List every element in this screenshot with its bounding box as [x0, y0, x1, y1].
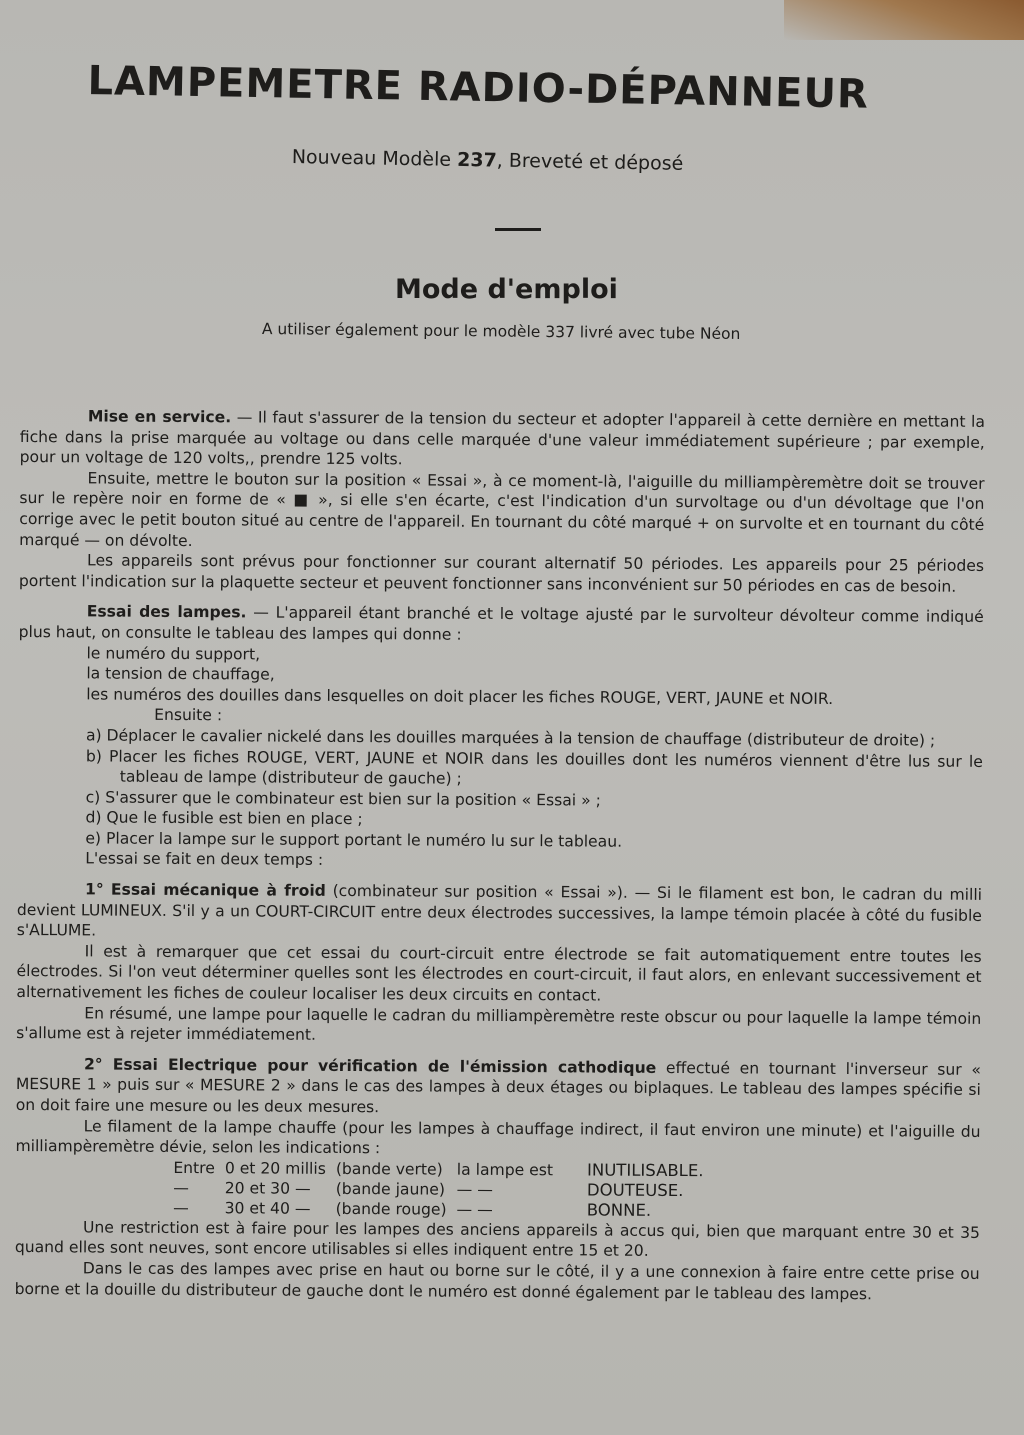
emission-results-table [173, 1158, 714, 1221]
paragraph: En résumé, une lampe pour laquelle le cadran du milliampèremètre reste obscur ou pour laquelle la lampe témoin s'allume est à rejeter immédiatement. [16, 1004, 982, 1045]
table-cell: — [173, 1178, 189, 1197]
essai-lampes-heading: Essai des lampes. [86, 602, 247, 622]
paragraph: Il est à remarquer que cet essai du court-circuit entre électrode se fait automatiquement entre toutes les électrodes. Si l'on veut déterminer quelles sont les électrodes en court-circuit, il faut alors, en enlevant successivement et alternativement les fiches de couleur localiser les deux circuits en contact. [16, 942, 982, 1005]
table-cell: — — [456, 1180, 493, 1199]
section-subtitle: A utiliser également pour le modèle 337 livré avec tube Néon [261, 320, 741, 344]
list-item: la tension de chauffage, [86, 664, 275, 684]
essai-mecanique-text: (combinateur sur position « Essai »). — Si le filament est bon, le cadran du milli devient LUMINEUX. S'il y a un COURT-CIRCUIT entre deux électrodes successives, la lampe témoin placée à côté du fusible s'ALLUME. [16, 881, 983, 940]
essai-mecanique-heading: 1° Essai mécanique à froid [84, 880, 326, 900]
table-cell: 20 et 30 — [224, 1179, 311, 1198]
procedure-steps-list [17, 725, 983, 854]
table-cell: (bande rouge) [335, 1199, 447, 1219]
paragraph: L'essai se fait en deux temps : [85, 849, 324, 870]
table-cell-result: DOUTEUSE. [586, 1180, 684, 1200]
essai-electrique-heading: 2° Essai Electrique pour vérification de l'émission cathodique [83, 1055, 657, 1077]
mise-en-service-heading: Mise en service. [87, 407, 232, 427]
table-cell-result: BONNE. [586, 1200, 652, 1220]
list-item: les numéros des douilles dans lesquelles on doit placer les fiches ROUGE, VERT, JAUNE et NOIR. [86, 685, 834, 708]
table-cell: (bande jaune) [335, 1179, 445, 1199]
subtitle-pre: Nouveau Modèle [291, 146, 458, 171]
list-item: le numéro du support, [86, 643, 261, 664]
step-item: d) Que le fusible est bien en place ; [85, 808, 363, 829]
paragraph: Ensuite, mettre le bouton sur la position « Essai », à ce moment-là, l'aiguille du milliampèremètre doit se trouver sur le repère noir en forme de « ■ », si elle s'en écarte, c'est l'indication d'un survoltage ou d'un dévoltage que l'on corrige avec le petit bouton situé au centre de l'appareil. En tournant du côté marqué + on survolte et en tournant du côté marqué — on dévolte. [19, 469, 985, 550]
table-cell: la lampe est [456, 1160, 554, 1180]
table-cell: 0 et 20 millis [224, 1159, 326, 1178]
table-cell: 30 et 40 — [224, 1199, 311, 1218]
table-cell: — — [456, 1200, 493, 1219]
essai-electrique-text: effectué en tournant l'inverseur sur « MESURE 1 » puis sur « MESURE 2 » dans le cas des lampes à deux étages ou biplaques. Le tableau des lampes spécifie si on doit faire une mesure ou les deux mesures. [15, 1058, 982, 1117]
essai-lampes-text: — L'appareil étant branché et le voltage ajusté par le survolteur dévolteur comme indiqué plus haut, on consulte le tableau des lampes qui donne : [18, 603, 984, 644]
support-info-list [18, 643, 983, 711]
background-corner [784, 0, 1024, 40]
step-item: b) Placer les fiches ROUGE, VERT, JAUNE et NOIR dans les douilles dont les numéros viennent d'être lus sur le tableau de lampe (distributeur de gauche) ; [85, 746, 983, 788]
subtitle-model-number: 237 [456, 148, 497, 172]
document-subtitle [292, 146, 684, 175]
paragraph: Le filament de la lampe chauffe (pour les lampes à chauffage indirect, il faut environ une minute) et l'aiguille du milliampèremètre dévie, selon les indications : [15, 1116, 981, 1158]
table-cell: (bande verte) [335, 1159, 443, 1179]
step-item: c) S'assurer que le combinateur est bien sur la position « Essai » ; [85, 788, 601, 810]
table-cell: — [173, 1198, 189, 1217]
step-item: e) Placer la lampe sur le support portant le numéro lu sur le tableau. [85, 829, 623, 851]
mise-en-service-paragraph [20, 406, 985, 474]
essai-mecanique-paragraph [17, 879, 982, 947]
essai-lampes-paragraph [19, 601, 984, 648]
essai-electrique-paragraph [16, 1054, 981, 1122]
paragraph: Une restriction est à faire pour les lampes des anciens appareils à accus qui, bien que marquant entre 30 et 35 quand elles sont neuves, sont encore utilisables si elles indiquent entre 15 et 20. [14, 1218, 981, 1261]
paragraph: Les appareils sont prévus pour fonctionner sur courant alternatif 50 périodes. Les appareils pour 25 périodes portent l'indication sur la plaquette secteur et peuvent fonctionner sans inconvénient sur 50 périodes en cas de besoin. [18, 551, 985, 596]
table-cell-result: INUTILISABLE. [586, 1160, 704, 1180]
document-title: LAMPEMETRE RADIO-DÉPANNEUR [87, 58, 870, 118]
step-item: a) Déplacer le cavalier nickelé dans les douilles marquées à la tension de chauffage (distributeur de droite) ; [85, 726, 936, 750]
subtitle-post: , Breveté et déposé [496, 149, 684, 175]
document-body [15, 406, 985, 1305]
title-divider [495, 228, 541, 231]
ensuite-label: Ensuite : [154, 706, 223, 725]
paragraph: Dans le cas des lampes avec prise en haut ou borne sur le côté, il y a une connexion à faire entre cette prise ou borne et la douille du distributeur de gauche dont le numéro est donné également par le tableau des lampes. [14, 1259, 980, 1303]
section-title-mode-emploi: Mode d'emploi [395, 274, 618, 305]
table-cell: Entre [173, 1158, 215, 1177]
mise-en-service-text: — Il faut s'assurer de la tension du secteur et adopter l'appareil à cette dernière en mettant la fiche dans la prise marquée au voltage ou dans celle marquée d'une valeur immédiatement supérieure ; par exemple, pour un voltage de 120 volts,, prendre 125 volts. [19, 408, 985, 469]
